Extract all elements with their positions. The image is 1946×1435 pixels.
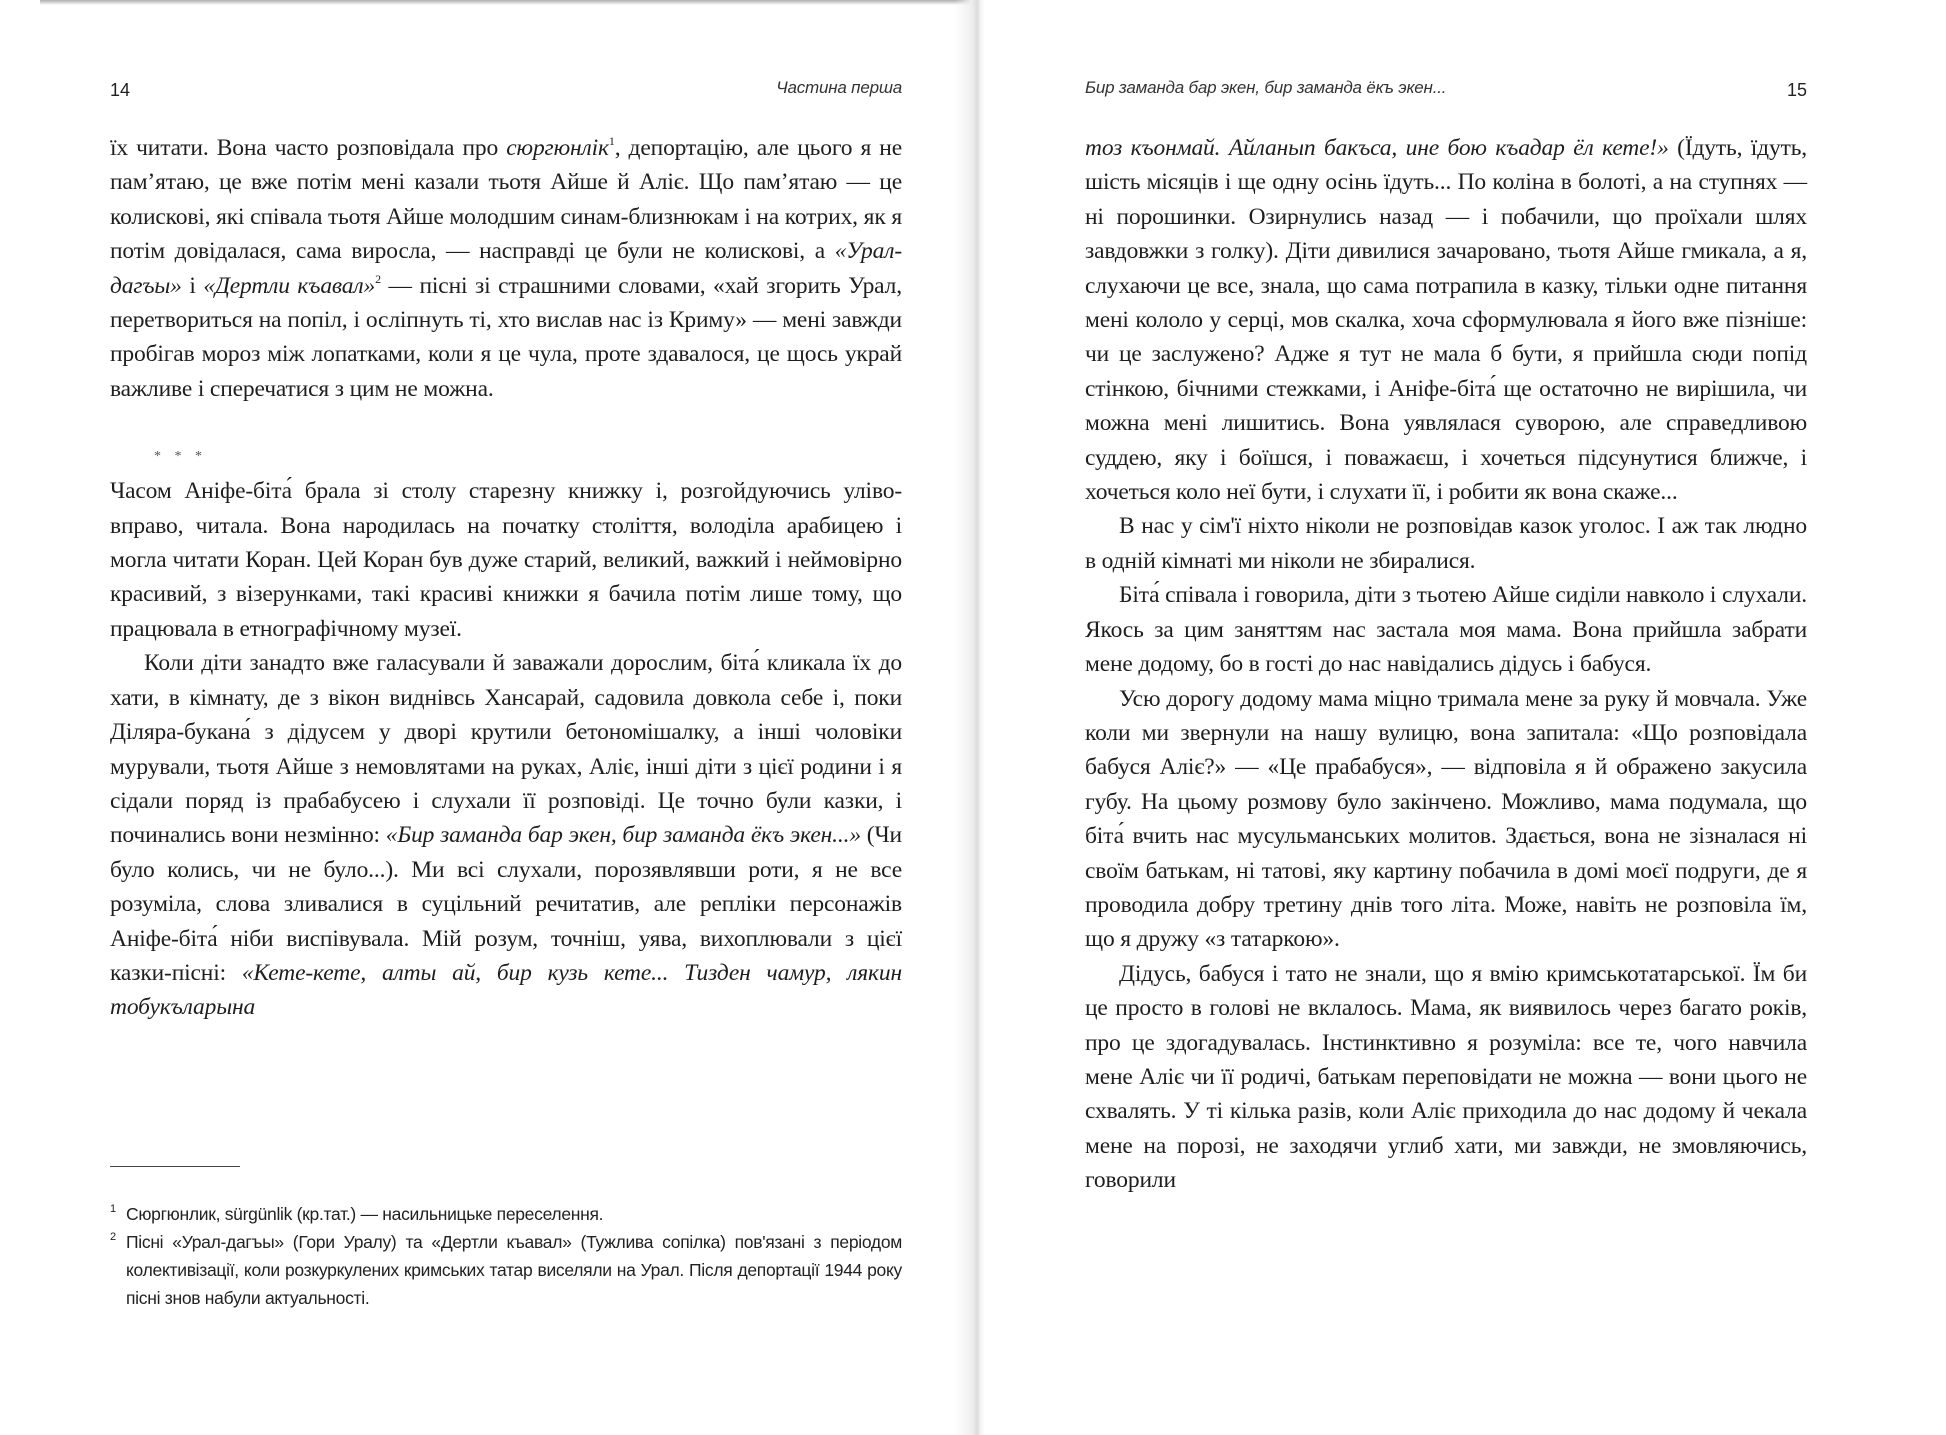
left-body-text xyxy=(110,131,902,1025)
paragraph: В нас у сім'ї ніхто ніколи не розповідав казок уголос. І аж так людно в одній кімнаті ми ніколи не збиралися. xyxy=(1085,513,1807,574)
footnote-separator xyxy=(110,1166,240,1167)
footnote-number: 1 xyxy=(110,1203,116,1215)
italic-term: «Дертли къавал» xyxy=(203,272,376,299)
italic-quote: тоз къонмай. Айланып бакъса, ине бою къадар ёл кете!» xyxy=(1085,135,1669,161)
text-run: Коли діти занадто вже галасували й заважали дорослим, біта́ кликала їх до хати, в кімнату, де з вікон виднівсь Хансарай, садовила довкола себе і, поки Діляра-букана́ з дідусем у дворі крутили бетономішалку, а інші чоловіки мурували, тьотя Айше з немовлятами на руках, Аліє, інші діти з цієї родини і я сідали поряд із прабабусею і слухали її розповіді. Це точно були казки, і починались вони незмінно: xyxy=(110,650,902,849)
chapter-title: Бир заманда бар экен, бир заманда ёкъ экен... xyxy=(1085,78,1447,97)
footnote-text: Сюргюнлик, sürgünlik (кр.тат.) — насильницьке переселення. xyxy=(126,1204,604,1224)
text-run: їх читати. Вона часто розповідала про xyxy=(110,135,507,161)
chapter-title: Частина перша xyxy=(776,78,902,97)
italic-term: «Урал-дагъы» xyxy=(110,238,902,299)
text-run: (Чи було колись, чи не було...). Ми всі слухали, порозявлявши роти, я не все розуміла, слова зливалися в суцільний речитатив, але репліки персонажів Аніфе-біта́ ніби виспівувала. Мій розум, точніш, уява, вихоплювали з цієї казки-пісні: xyxy=(110,822,902,986)
paragraph: Усю дорогу додому мама міцно тримала мене за руку й мовчала. Уже коли ми звернули на нашу вулицю, вона запитала: «Що розповідала бабуся Аліє?» — «Це прабабуся», — відповіла я й ображено закусила губу. На цьому розмову було закінчено. Можливо, мама подумала, що біта́ вчить нас мусульманських молитов. Здається, вона не зізналася ні своїм батькам, ні татові, яку картину побачила в домі моєї подруги, де я проводила добру третину днів того літа. Може, навіть не розповіла їм, що я дружу «з татаркою». xyxy=(1085,685,1807,953)
footnote xyxy=(110,1228,902,1312)
italic-quote: «Бир заманда бар экен, бир заманда ёкъ экен...» xyxy=(385,822,861,849)
section-separator: * * * xyxy=(154,449,207,465)
footnote-ref[interactable]: 2 xyxy=(375,271,381,286)
left-page xyxy=(110,0,902,1435)
paragraph xyxy=(110,131,902,406)
footnote-number: 2 xyxy=(110,1231,116,1243)
footnote xyxy=(110,1200,902,1228)
right-page xyxy=(1085,0,1807,1435)
left-running-head xyxy=(110,76,902,106)
text-run: , депортацію, але цього я не пам’ятаю, це вже потім мені казали тьотя Айше й Аліє. Що пам’ятаю — це колискові, які співала тьотя Айше молодшим синам-близнюкам і на котрих, як я потім довідалася, сама виросла, — насправді це були не колискові, а xyxy=(110,135,902,265)
book-gutter xyxy=(955,0,985,1435)
page-number: 15 xyxy=(1786,80,1807,100)
paragraph xyxy=(110,646,902,1024)
italic-quote: «Кете-кете, алты ай, бир кузь кете... Тизден чамур, лякин тобукъларына xyxy=(110,959,902,1021)
italic-term: сюргюнлік xyxy=(506,135,609,161)
text-run: і xyxy=(181,272,204,299)
right-body-text xyxy=(1085,131,1807,1198)
text-run: (Їдуть, їдуть, шість місяців і ще одну осінь їдуть... По коліна в болоті, а на ступнях — ні порошинки. Озирнулись назад — і побачили, що проїхали шлях завдовжки з голку). Діти дивилися зачаровано, тьотя Айше гмикала, а я, слухаючи це все, знала, що сама потрапила в казку, тільки одне питання мені кололо у серці, мов скалка, хоча сформулювала я його вже пізніше: чи це заслужено? Адже я тут не мала б бути, я прийшла сюди попід стінкою, бічними стежками, і Аніфе-біта́ ще остаточно не вирішила, чи можна мені лишитись. Вона уявлялася суворою, але справедливою суддею, яку і боїшся, і поважаєш, і хочеться підсунутися ближче, і хочеться коло неї бути, і слухати її, і робити як вона скаже... xyxy=(1085,135,1807,506)
paragraph: Біта́ співала і говорила, діти з тьотею Айше сиділи навколо і слухали. Якось за цим заняттям нас застала моя мама. Вона прийшла забрати мене додому, бо в гості до нас навідались дідусь і бабуся. xyxy=(1085,582,1807,678)
paragraph: Дідусь, бабуся і тато не знали, що я вмію кримськотатарської. Їм би це просто в голові не вклалось. Мама, як виявилось через багато років, про це здогадувалась. Інстинктивно я розуміла: все те, чого навчила мене Аліє чи її родичі, батькам переповідати не можна — вони цього не схвалять. У ті кілька разів, коли Аліє приходила до нас додому й чекала мене на порозі, не заходячи углиб хати, ми завжди, не змовляючись, говорили xyxy=(1085,960,1807,1194)
page-number: 14 xyxy=(110,80,131,100)
right-running-head xyxy=(1085,76,1807,106)
footnotes xyxy=(110,1200,902,1312)
footnote-text: Пісні «Урал-дагъы» (Гори Уралу) та «Дертли къавал» (Тужлива сопілка) пов'язані з періодом колективізації, коли розкуркулених кримських татар виселяли на Урал. Після депортації 1944 року пісні знов набули актуальності. xyxy=(126,1232,902,1308)
text-run: — пісні зі страшними словами, «хай згорить Урал, перетвориться на попіл, і осліпнуть ті, хто вислав нас із Криму» — мені завжди пробігав мороз між лопатками, коли я це чула, проте здавалося, це щось украй важливе і сперечатися з цим не можна. xyxy=(110,272,902,402)
paragraph xyxy=(1085,131,1807,509)
footnote-ref[interactable]: 1 xyxy=(608,134,615,148)
paragraph: Часом Аніфе-біта́ брала зі столу старезну книжку і, розгойдуючись уліво-вправо, читала. Вона народилась на початку століття, володіла арабицею і могла читати Коран. Цей Коран був дуже старий, великий, важкий і неймовірно красивий, з візерунками, такі красиві книжки я бачила потім лише тому, що працювала в етнографічному музеї. xyxy=(110,478,902,642)
